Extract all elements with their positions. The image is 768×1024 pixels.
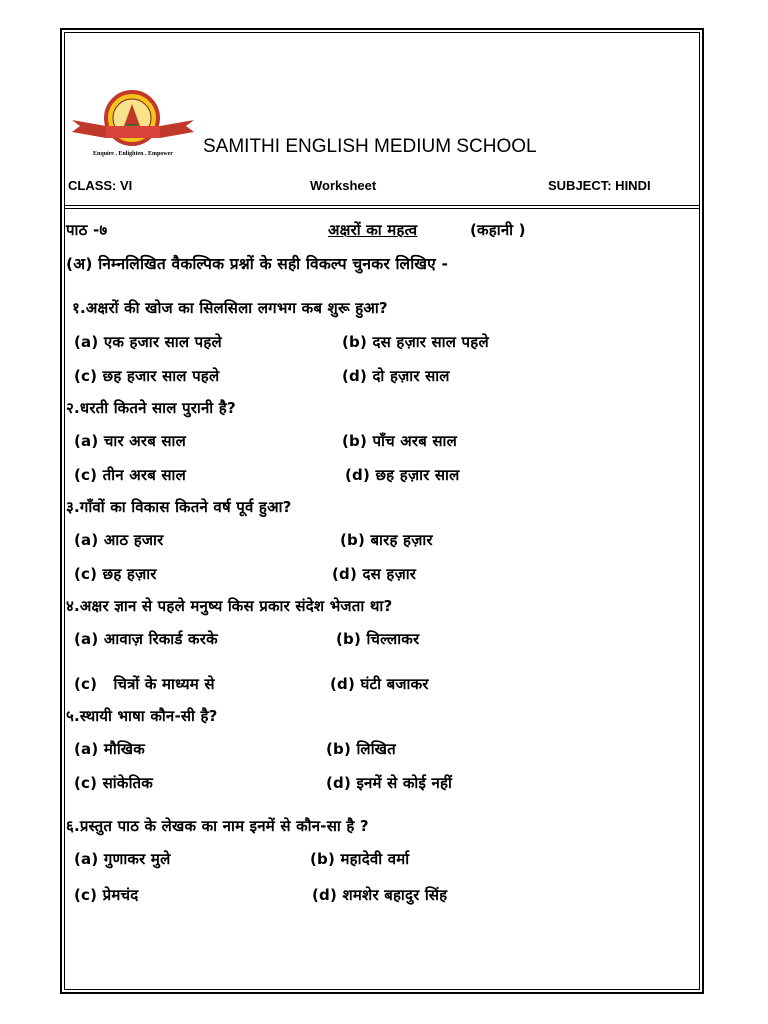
q5-option-d: (d) इनमें से कोई नहीं <box>326 774 453 792</box>
school-logo <box>66 86 200 158</box>
q4-option-b: (b) चिल्लाकर <box>336 630 420 648</box>
lesson-type: (कहानी ) <box>470 221 526 239</box>
worksheet-label: Worksheet <box>310 178 377 193</box>
instruction: (अ) निम्नलिखित वैकल्पिक प्रश्नों के सही विकल्प चुनकर लिखिए - <box>66 255 449 273</box>
question-4: ४.अक्षर ज्ञान से पहले मनुष्य किस प्रकार संदेश भेजता था? <box>66 597 393 615</box>
q4-option-c: (c) चित्रों के माध्यम से <box>74 675 215 693</box>
q6-option-b: (b) महादेवी वर्मा <box>310 850 410 868</box>
q1-option-d: (d) दो हज़ार साल <box>342 367 450 385</box>
q4-option-a: (a) आवाज़ रिकार्ड करके <box>74 630 218 648</box>
question-3: ३.गाँवों का विकास कितने वर्ष पूर्व हुआ? <box>66 498 292 516</box>
logo-tagline: Enquire . Enlighten . Empower <box>93 151 173 157</box>
question-5: ५.स्थायी भाषा कौन-सी है? <box>66 707 218 725</box>
q2-option-c: (c) तीन अरब साल <box>74 466 186 484</box>
lesson-title: अक्षरों का महत्व <box>328 221 418 239</box>
question-1: १.अक्षरों की खोज का सिलसिला लगभग कब शुरू हुआ? <box>72 299 388 317</box>
header-divider-top <box>64 205 700 206</box>
q5-option-c: (c) सांकेतिक <box>74 774 153 792</box>
q3-option-d: (d) दस हज़ार <box>332 565 417 583</box>
q5-option-a: (a) मौखिक <box>74 740 145 758</box>
q2-option-d: (d) छह हज़ार साल <box>345 466 460 484</box>
q1-option-c: (c) छह हजार साल पहले <box>74 367 220 385</box>
q5-option-b: (b) लिखित <box>326 740 396 758</box>
school-name: SAMITHI ENGLISH MEDIUM SCHOOL <box>203 136 537 157</box>
class-label: CLASS: VI <box>68 178 133 193</box>
question-6: ६.प्रस्तुत पाठ के लेखक का नाम इनमें से कौन-सा है ? <box>66 817 369 835</box>
q6-option-a: (a) गुणाकर मुले <box>74 850 171 868</box>
q3-option-b: (b) बारह हज़ार <box>340 531 433 549</box>
q2-option-b: (b) पाँच अरब साल <box>342 432 458 450</box>
q3-option-c: (c) छह हज़ार <box>74 565 157 583</box>
q6-option-d: (d) शमशेर बहादुर सिंह <box>312 886 448 904</box>
subject-label: SUBJECT: HINDI <box>548 178 651 193</box>
q4-option-d: (d) घंटी बजाकर <box>330 675 429 693</box>
q1-option-b: (b) दस हज़ार साल पहले <box>342 333 489 351</box>
question-2: २.धरती कितने साल पुरानी है? <box>66 399 236 417</box>
q2-option-a: (a) चार अरब साल <box>74 432 186 450</box>
q1-option-a: (a) एक हजार साल पहले <box>74 333 222 351</box>
lesson-number: पाठ -७ <box>66 221 108 239</box>
q6-option-c: (c) प्रेमचंद <box>74 886 139 904</box>
q3-option-a: (a) आठ हजार <box>74 531 164 549</box>
header-divider-bottom <box>64 208 700 209</box>
